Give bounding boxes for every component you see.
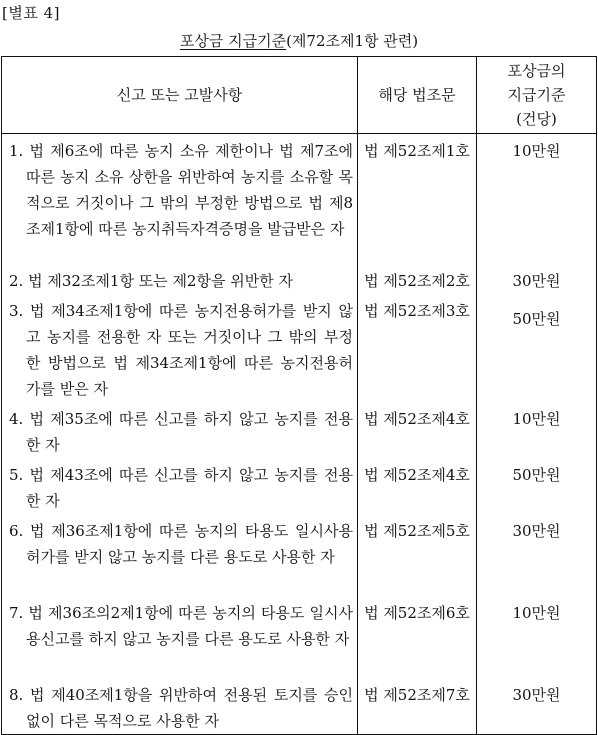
table-row [2,514,597,596]
row-description: 8. 법 제40조제1항을 위반하여 전용된 토지를 승인 없이 다른 목적으로 사용한 자 [2,678,358,735]
row-reward-amount: 10만원 [477,596,597,678]
row-law-article: 법 제52조제2호 [358,264,477,294]
header-reward-line1: 포상금의 [507,62,566,80]
title-main: 포상금 지급기준 [179,32,287,50]
row-law-article: 법 제52조제5호 [358,514,477,596]
table-row [2,134,597,265]
row-description: 4. 법 제35조에 따른 신고를 하지 않고 농지를 전용한 자 [2,402,358,458]
row-reward-amount: 50만원 [477,294,597,402]
row-reward-amount: 50만원 [477,458,597,514]
annex-label: [별표 4] [2,4,60,22]
row-reward-amount: 30만원 [477,678,597,735]
row-description: 1. 법 제6조에 따른 농지 소유 제한이나 법 제7조에 따른 농지 소유 상한을 위반하여 농지를 소유할 목적으로 거짓이나 그 밖의 부정한 방법으로 법 제8조제1항에 따른 농지취득자격증명을 발급받은 자 [2,134,358,265]
row-law-article: 법 제52조제7호 [358,678,477,735]
row-description: 5. 법 제43조에 따른 신고를 하지 않고 농지를 전용한 자 [2,458,358,514]
row-description: 7. 법 제36조의2제1항에 따른 농지의 타용도 일시사용신고를 하지 않고 농지를 다른 용도로 사용한 자 [2,596,358,678]
row-description: 3. 법 제34조제1항에 따른 농지전용허가를 받지 않고 농지를 전용한 자 또는 거짓이나 그 밖의 부정한 방법으로 법 제34조제1항에 따른 농지전용허가를 받은 자 [2,294,358,402]
header-reward-line2: 지급기준 [507,86,566,104]
row-reward-amount: 30만원 [477,264,597,294]
row-law-article: 법 제52조제6호 [358,596,477,678]
table-row [2,264,597,294]
row-law-article: 법 제52조제4호 [358,458,477,514]
table-row [2,596,597,678]
reward-criteria-table [1,56,597,735]
row-reward-amount: 30만원 [477,514,597,596]
table-row [2,458,597,514]
row-reward-amount: 10만원 [477,134,597,265]
table-header-row [2,57,597,134]
table-row [2,402,597,458]
header-reward-amount [477,57,597,134]
header-law-article: 해당 법조문 [358,57,477,134]
row-law-article: 법 제52조제1호 [358,134,477,265]
row-law-article: 법 제52조제4호 [358,402,477,458]
table-row [2,678,597,735]
row-reward-amount: 10만원 [477,402,597,458]
table-row [2,294,597,402]
header-reward-line3: (건당) [516,110,557,128]
row-description: 6. 법 제36조제1항에 따른 농지의 타용도 일시사용허가를 받지 않고 농지를 다른 용도로 사용한 자 [2,514,358,596]
row-description: 2. 법 제32조제1항 또는 제2항을 위반한 자 [2,264,358,294]
row-law-article: 법 제52조제3호 [358,294,477,402]
document-title [0,30,598,51]
header-report-matter: 신고 또는 고발사항 [2,57,358,134]
title-suffix: (제72조제1항 관련) [286,32,419,50]
